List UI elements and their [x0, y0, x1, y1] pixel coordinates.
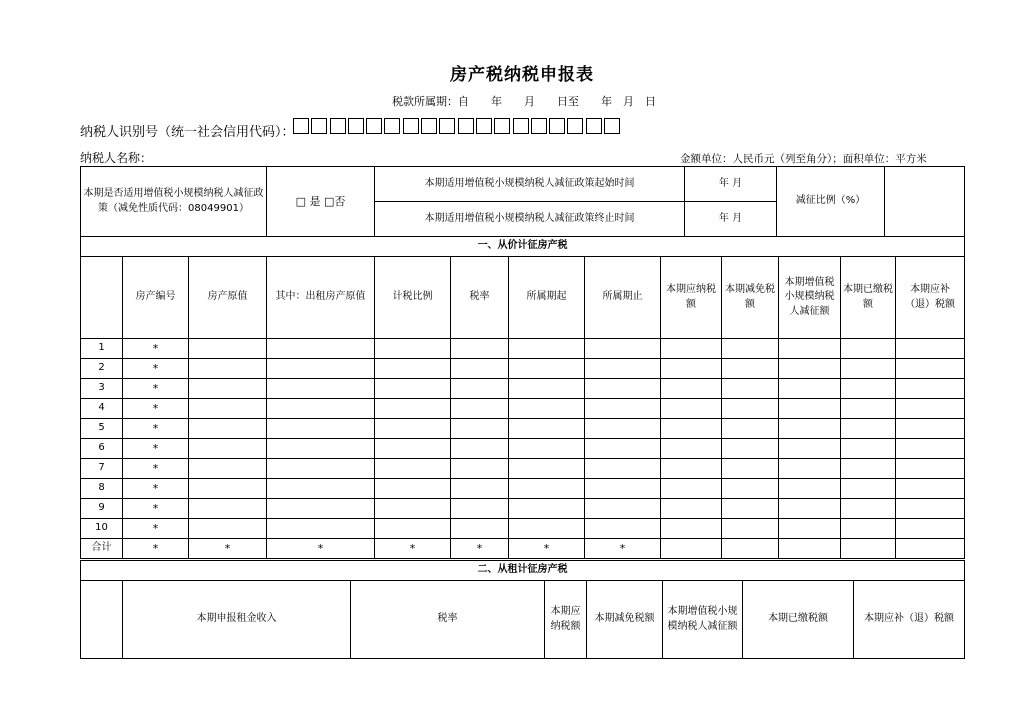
input-cell[interactable] [267, 439, 375, 459]
input-cell[interactable] [841, 519, 896, 539]
row-property-id-marker: * [123, 459, 189, 479]
input-cell[interactable] [779, 459, 841, 479]
policy-end-label: 本期适用增值税小规模纳税人减征政策终止时间 [375, 202, 685, 237]
section2-table [80, 560, 965, 659]
section2-header-cell: 本期应纳税额 [545, 581, 587, 659]
section1-header-cell: 本期应补（退）税额 [896, 257, 965, 339]
input-cell[interactable] [509, 419, 585, 439]
section1-header-cell: 房产原值 [189, 257, 267, 339]
input-cell[interactable] [267, 359, 375, 379]
input-cell[interactable] [375, 379, 451, 399]
input-cell[interactable] [375, 479, 451, 499]
input-cell[interactable] [661, 439, 722, 459]
input-cell[interactable] [896, 419, 965, 439]
row-number: 9 [81, 499, 123, 519]
section1-table [80, 236, 965, 559]
total-marker: * [451, 539, 509, 559]
total-input-cell[interactable] [779, 539, 841, 559]
input-cell[interactable] [661, 459, 722, 479]
total-marker: * [509, 539, 585, 559]
input-cell[interactable] [722, 499, 779, 519]
input-cell[interactable] [451, 419, 509, 439]
input-cell[interactable] [375, 359, 451, 379]
input-cell[interactable] [189, 399, 267, 419]
taxpayer-id-box[interactable] [403, 118, 419, 134]
input-cell[interactable] [779, 519, 841, 539]
input-cell[interactable] [896, 379, 965, 399]
taxpayer-id-box[interactable] [366, 118, 382, 134]
input-cell[interactable] [841, 339, 896, 359]
policy-end-value[interactable]: 年 月 [685, 202, 777, 237]
page-title: 房产税纳税申报表 [450, 65, 594, 85]
input-cell[interactable] [841, 459, 896, 479]
input-cell[interactable] [722, 339, 779, 359]
table-row [81, 379, 965, 399]
input-cell[interactable] [661, 399, 722, 419]
section1-header-cell: 房产编号 [123, 257, 189, 339]
policy-question: 本期是否适用增值税小规模纳税人减征政策（减免性质代码：08049901） [81, 167, 267, 237]
taxpayer-id-box[interactable] [421, 118, 437, 134]
section2-header-cell: 本期已缴税额 [743, 581, 854, 659]
taxpayer-id-box[interactable] [384, 118, 400, 134]
policy-ratio-label: 减征比例（%） [777, 167, 885, 237]
input-cell[interactable] [779, 339, 841, 359]
row-property-id-marker: * [123, 379, 189, 399]
input-cell[interactable] [189, 339, 267, 359]
section2-header-blank [81, 581, 123, 659]
input-cell[interactable] [779, 479, 841, 499]
input-cell[interactable] [451, 359, 509, 379]
taxpayer-id-box[interactable] [311, 118, 327, 134]
tax-period-line: 税款所属期：自 年 月 日至 年 月 日 [392, 95, 656, 108]
row-property-id-marker: * [123, 499, 189, 519]
input-cell[interactable] [451, 519, 509, 539]
row-property-id-marker: * [123, 339, 189, 359]
policy-start-label: 本期适用增值税小规模纳税人减征政策起始时间 [375, 167, 685, 202]
input-cell[interactable] [509, 479, 585, 499]
section2-header-cell: 本期申报租金收入 [123, 581, 351, 659]
row-number: 8 [81, 479, 123, 499]
input-cell[interactable] [509, 339, 585, 359]
units-note: 金额单位：人民币元（列至角分）；面积单位：平方米 [680, 153, 927, 165]
taxpayer-id-box[interactable] [513, 118, 529, 134]
input-cell[interactable] [896, 439, 965, 459]
taxpayer-id-boxes[interactable] [293, 118, 622, 134]
input-cell[interactable] [896, 499, 965, 519]
row-number: 3 [81, 379, 123, 399]
input-cell[interactable] [896, 339, 965, 359]
input-cell[interactable] [451, 379, 509, 399]
total-marker: * [189, 539, 267, 559]
total-label: 合计 [81, 539, 123, 559]
input-cell[interactable] [841, 379, 896, 399]
section1-header-cell: 本期减免税额 [722, 257, 779, 339]
input-cell[interactable] [896, 459, 965, 479]
input-cell[interactable] [661, 379, 722, 399]
total-row [81, 539, 965, 559]
input-cell[interactable] [779, 499, 841, 519]
taxpayer-name-label: 纳税人名称： [80, 151, 153, 165]
input-cell[interactable] [779, 419, 841, 439]
input-cell[interactable] [722, 479, 779, 499]
input-cell[interactable] [722, 419, 779, 439]
row-property-id-marker: * [123, 399, 189, 419]
total-marker: * [375, 539, 451, 559]
total-input-cell[interactable] [896, 539, 965, 559]
section1-header-cell: 计税比例 [375, 257, 451, 339]
input-cell[interactable] [267, 499, 375, 519]
section1-header-cell: 其中：出租房产原值 [267, 257, 375, 339]
total-input-cell[interactable] [661, 539, 722, 559]
policy-table [80, 166, 965, 237]
section1-header-cell: 本期增值税小规模纳税人减征额 [779, 257, 841, 339]
input-cell[interactable] [451, 439, 509, 459]
row-number: 1 [81, 339, 123, 359]
taxpayer-id-box[interactable] [348, 118, 364, 134]
input-cell[interactable] [375, 419, 451, 439]
row-number: 5 [81, 419, 123, 439]
taxpayer-id-box[interactable] [458, 118, 474, 134]
table-row [81, 339, 965, 359]
input-cell[interactable] [189, 419, 267, 439]
taxpayer-id-box[interactable] [439, 118, 455, 134]
input-cell[interactable] [585, 459, 661, 479]
input-cell[interactable] [722, 459, 779, 479]
input-cell[interactable] [585, 379, 661, 399]
table-row [81, 519, 965, 539]
input-cell[interactable] [509, 459, 585, 479]
input-cell[interactable] [509, 519, 585, 539]
input-cell[interactable] [451, 499, 509, 519]
total-marker: * [123, 539, 189, 559]
input-cell[interactable] [779, 359, 841, 379]
input-cell[interactable] [841, 359, 896, 379]
section1-header-cell: 本期已缴税额 [841, 257, 896, 339]
input-cell[interactable] [267, 419, 375, 439]
taxpayer-id-box[interactable] [476, 118, 492, 134]
input-cell[interactable] [841, 479, 896, 499]
input-cell[interactable] [896, 359, 965, 379]
input-cell[interactable] [779, 379, 841, 399]
input-cell[interactable] [375, 399, 451, 419]
total-marker: * [585, 539, 661, 559]
input-cell[interactable] [896, 399, 965, 419]
input-cell[interactable] [189, 459, 267, 479]
input-cell[interactable] [841, 439, 896, 459]
input-cell[interactable] [661, 339, 722, 359]
input-cell[interactable] [189, 379, 267, 399]
input-cell[interactable] [451, 459, 509, 479]
policy-yes-no-checkboxes[interactable]: □ 是 □否 [267, 167, 375, 237]
input-cell[interactable] [661, 359, 722, 379]
input-cell[interactable] [661, 479, 722, 499]
taxpayer-id-box[interactable] [494, 118, 510, 134]
total-marker: * [267, 539, 375, 559]
input-cell[interactable] [509, 359, 585, 379]
input-cell[interactable] [585, 519, 661, 539]
input-cell[interactable] [722, 399, 779, 419]
table-row [81, 499, 965, 519]
taxpayer-id-box[interactable] [293, 118, 309, 134]
input-cell[interactable] [451, 399, 509, 419]
section1-header-cell: 所属期止 [585, 257, 661, 339]
input-cell[interactable] [585, 359, 661, 379]
row-property-id-marker: * [123, 519, 189, 539]
table-row [81, 439, 965, 459]
section2-header-cell: 本期减免税额 [587, 581, 663, 659]
input-cell[interactable] [585, 339, 661, 359]
row-number: 2 [81, 359, 123, 379]
input-cell[interactable] [267, 479, 375, 499]
table-row [81, 399, 965, 419]
row-number: 6 [81, 439, 123, 459]
input-cell[interactable] [375, 499, 451, 519]
input-cell[interactable] [585, 439, 661, 459]
input-cell[interactable] [189, 359, 267, 379]
input-cell[interactable] [841, 419, 896, 439]
row-number: 10 [81, 519, 123, 539]
input-cell[interactable] [267, 339, 375, 359]
table-row [81, 359, 965, 379]
input-cell[interactable] [267, 459, 375, 479]
section1-title: 一、从价计征房产税 [81, 237, 965, 257]
section2-title: 二、从租计征房产税 [81, 561, 965, 581]
input-cell[interactable] [585, 499, 661, 519]
taxpayer-id-box[interactable] [549, 118, 565, 134]
taxpayer-id-box[interactable] [567, 118, 583, 134]
input-cell[interactable] [189, 519, 267, 539]
total-input-cell[interactable] [841, 539, 896, 559]
taxpayer-id-label: 纳税人识别号（统一社会信用代码）： [80, 125, 295, 140]
input-cell[interactable] [722, 519, 779, 539]
taxpayer-id-box[interactable] [330, 118, 346, 134]
input-cell[interactable] [779, 399, 841, 419]
input-cell[interactable] [189, 439, 267, 459]
row-property-id-marker: * [123, 439, 189, 459]
input-cell[interactable] [661, 419, 722, 439]
input-cell[interactable] [509, 399, 585, 419]
row-property-id-marker: * [123, 359, 189, 379]
input-cell[interactable] [509, 379, 585, 399]
input-cell[interactable] [267, 379, 375, 399]
input-cell[interactable] [585, 479, 661, 499]
input-cell[interactable] [375, 519, 451, 539]
input-cell[interactable] [661, 519, 722, 539]
input-cell[interactable] [509, 499, 585, 519]
row-number: 4 [81, 399, 123, 419]
input-cell[interactable] [585, 399, 661, 419]
input-cell[interactable] [841, 399, 896, 419]
table-row [81, 459, 965, 479]
taxpayer-id-box[interactable] [604, 118, 620, 134]
input-cell[interactable] [375, 339, 451, 359]
input-cell[interactable] [661, 499, 722, 519]
input-cell[interactable] [841, 499, 896, 519]
input-cell[interactable] [896, 479, 965, 499]
taxpayer-id-box[interactable] [586, 118, 602, 134]
input-cell[interactable] [896, 519, 965, 539]
input-cell[interactable] [189, 479, 267, 499]
section1-header-blank [81, 257, 123, 339]
row-number: 7 [81, 459, 123, 479]
input-cell[interactable] [451, 339, 509, 359]
section1-header-cell: 所属期起 [509, 257, 585, 339]
input-cell[interactable] [189, 499, 267, 519]
input-cell[interactable] [585, 419, 661, 439]
row-property-id-marker: * [123, 479, 189, 499]
input-cell[interactable] [267, 399, 375, 419]
section1-header-cell: 税率 [451, 257, 509, 339]
row-property-id-marker: * [123, 419, 189, 439]
input-cell[interactable] [509, 439, 585, 459]
taxpayer-id-box[interactable] [531, 118, 547, 134]
total-input-cell[interactable] [722, 539, 779, 559]
input-cell[interactable] [779, 439, 841, 459]
section1-header-cell: 本期应纳税额 [661, 257, 722, 339]
input-cell[interactable] [722, 379, 779, 399]
input-cell[interactable] [722, 359, 779, 379]
policy-ratio-value[interactable] [885, 167, 965, 237]
input-cell[interactable] [722, 439, 779, 459]
input-cell[interactable] [451, 479, 509, 499]
section2-header-cell: 税率 [351, 581, 545, 659]
table-row [81, 479, 965, 499]
section2-header-cell: 本期应补（退）税额 [854, 581, 965, 659]
input-cell[interactable] [375, 439, 451, 459]
input-cell[interactable] [267, 519, 375, 539]
section2-header-cell: 本期增值税小规模纳税人减征额 [663, 581, 743, 659]
input-cell[interactable] [375, 459, 451, 479]
table-row [81, 419, 965, 439]
policy-start-value[interactable]: 年 月 [685, 167, 777, 202]
